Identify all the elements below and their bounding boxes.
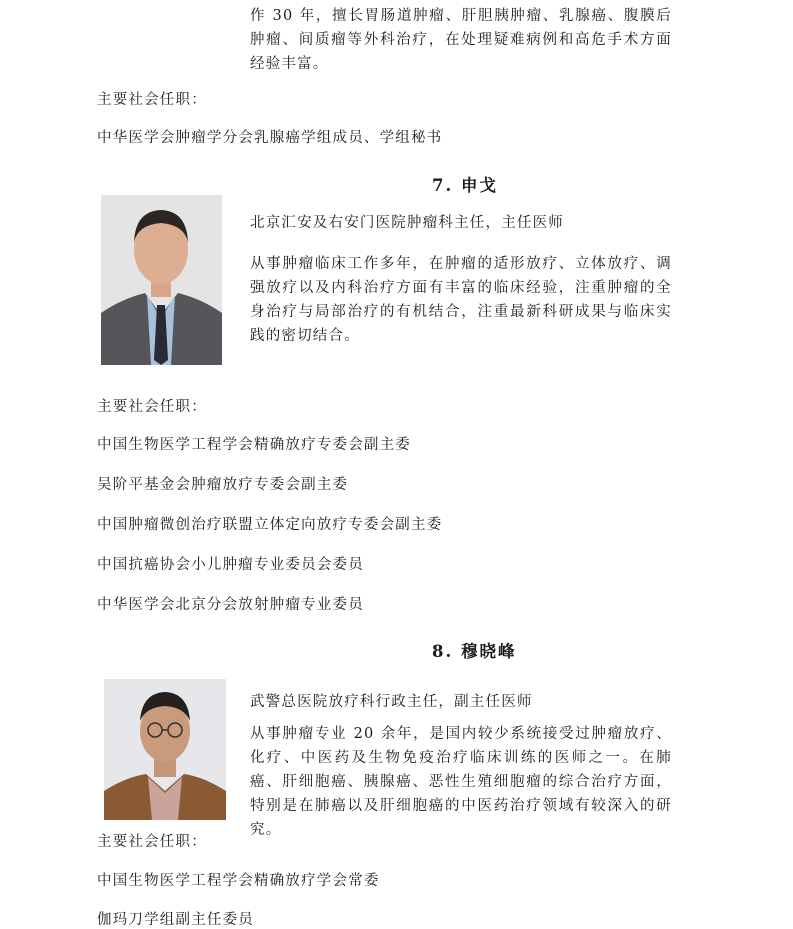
social-role-item: 伽玛刀学组副主任委员 [97, 912, 254, 928]
doctor-bio: 从事肿瘤临床工作多年，在肿瘤的适形放疗、立体放疗、调强放疗以及内科治疗方面有丰富的临床经验，注重肿瘤的全身治疗与局部治疗的有机结合，注重最新科研成果与临床实践的密切结合。 [250, 256, 672, 344]
doctor-photo [101, 195, 222, 365]
social-role-item: 中国抗癌协会小儿肿瘤专业委员会委员 [97, 557, 364, 573]
social-role-item: 中华医学会肿瘤学分会乳腺癌学组成员、学组秘书 [97, 130, 443, 146]
bio-paragraph-continued: 作 30 年，擅长胃肠道肿瘤、肝胆胰肿瘤、乳腺癌、腹膜后肿瘤、间质瘤等外科治疗，在处理疑难病例和高危手术方面经验丰富。 [250, 8, 672, 72]
social-role-item: 中国肿瘤微创治疗联盟立体定向放疗专委会副主委 [97, 517, 443, 533]
social-role-item: 中国生物医学工程学会精确放疗专委会副主委 [97, 437, 411, 453]
doctor-photo [104, 679, 226, 820]
social-roles-label: 主要社会任职： [97, 399, 207, 415]
doctor-position: 北京汇安及右安门医院肿瘤科主任，主任医师 [250, 215, 564, 231]
social-role-item: 吴阶平基金会肿瘤放疗专委会副主委 [97, 477, 349, 493]
social-roles-label: 主要社会任职： [97, 834, 207, 850]
social-role-item: 中华医学会北京分会放射肿瘤专业委员 [97, 597, 364, 613]
doctor-position: 武警总医院放疗科行政主任，副主任医师 [250, 694, 533, 710]
social-roles-label: 主要社会任职： [97, 92, 207, 108]
doctor-bio: 从事肿瘤专业 20 余年，是国内较少系统接受过肿瘤放疗、化疗、中医药及生物免疫治疗临床训练的医师之一。在肺癌、肝细胞癌、胰腺癌、恶性生殖细胞瘤的综合治疗方面，特别是在肺癌以及肝细胞癌的中医药治疗领域有较深入的研究。 [250, 726, 672, 838]
doctor-heading: 8. 穆晓峰 [432, 642, 517, 661]
social-role-item: 中国生物医学工程学会精确放疗学会常委 [97, 873, 380, 889]
doctor-heading: 7. 申戈 [432, 176, 498, 195]
